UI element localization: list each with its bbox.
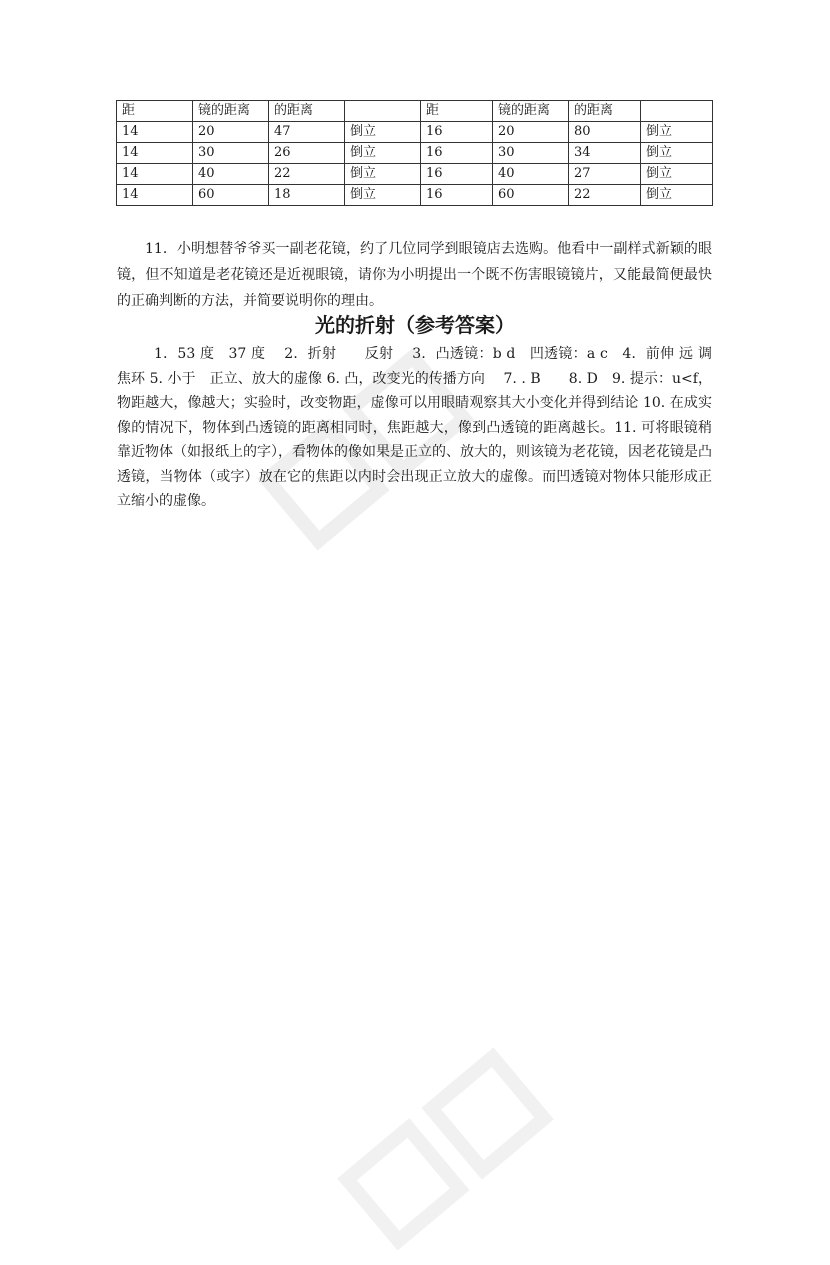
table-cell: 22: [569, 185, 641, 206]
table-cell: 14: [117, 164, 193, 185]
answer-key-paragraph: 1．53 度 37 度 2．折射 反射 3．凸透镜：b d 凹透镜：a c 4．前伸 远 调焦环 5. 小于 正立、放大的虚像 6. 凸，改变光的传播方向 7. . B 8. D 9. 提示：u<f，物距越大，像越大；实验时，改变物距，虚像可以用眼睛观察其大小变化并得到结论 10. 在成实像的情况下，物体到凸透镜的距离相同时，焦距越大，像到凸透镜的距离越长。11. 可将眼镜稍靠近物体（如报纸上的字），看物体的像如果是正立的、放大的，则该镜为老花镜，因老花镜是凸透镜，当物体（或字）放在它的焦距以内时会出现正立放大的虚像。而凹透镜对物体只能形成正立缩小的虚像。: [117, 346, 712, 509]
table-cell: 倒立: [641, 143, 713, 164]
table-row: [117, 164, 713, 185]
experiment-table: [116, 100, 713, 206]
table-cell: 14: [117, 143, 193, 164]
watermark-graphic: [327, 978, 634, 1263]
table-cell: 的距离: [569, 101, 641, 122]
table-cell: 倒立: [345, 185, 421, 206]
table-cell: 倒立: [345, 122, 421, 143]
table-cell: 20: [493, 122, 569, 143]
table-cell: 倒立: [641, 185, 713, 206]
table-cell: 距: [117, 101, 193, 122]
table-cell: 18: [269, 185, 345, 206]
table-cell: 30: [493, 143, 569, 164]
table-cell: 倒立: [641, 164, 713, 185]
table-cell: 40: [493, 164, 569, 185]
table-cell: 26: [269, 143, 345, 164]
table-cell: 40: [193, 164, 269, 185]
table-cell: 倒立: [345, 164, 421, 185]
table-cell: 16: [421, 164, 493, 185]
table-header-row: [117, 101, 713, 122]
table-cell: 80: [569, 122, 641, 143]
table-cell: 距: [421, 101, 493, 122]
table-cell: 60: [493, 185, 569, 206]
table-cell: 20: [193, 122, 269, 143]
table-cell: 16: [421, 185, 493, 206]
table-row: [117, 185, 713, 206]
question-11-paragraph: 11．小明想替爷爷买一副老花镜，约了几位同学到眼镜店去选购。他看中一副样式新颖的眼镜，但不知道是老花镜还是近视眼镜，请你为小明提出一个既不伤害眼镜镜片，又能最简便最快的正确判断的方法，并简要说明你的理由。: [117, 241, 712, 309]
table-cell: 30: [193, 143, 269, 164]
table-row: [117, 143, 713, 164]
table-cell: 60: [193, 185, 269, 206]
table-cell: 47: [269, 122, 345, 143]
table-cell: 14: [117, 122, 193, 143]
table-cell: 16: [421, 122, 493, 143]
table-cell: 27: [569, 164, 641, 185]
table-cell: 倒立: [345, 143, 421, 164]
table-cell: 34: [569, 143, 641, 164]
table-cell: [641, 101, 713, 122]
table-row: [117, 122, 713, 143]
table-cell: 14: [117, 185, 193, 206]
answer-key-title: 光的折射（参考答案）: [315, 313, 515, 337]
table-cell: 镜的距离: [493, 101, 569, 122]
table-cell: 的距离: [269, 101, 345, 122]
table-cell: 22: [269, 164, 345, 185]
table-cell: 镜的距离: [193, 101, 269, 122]
table-cell: [345, 101, 421, 122]
table-cell: 16: [421, 143, 493, 164]
table-cell: 倒立: [641, 122, 713, 143]
